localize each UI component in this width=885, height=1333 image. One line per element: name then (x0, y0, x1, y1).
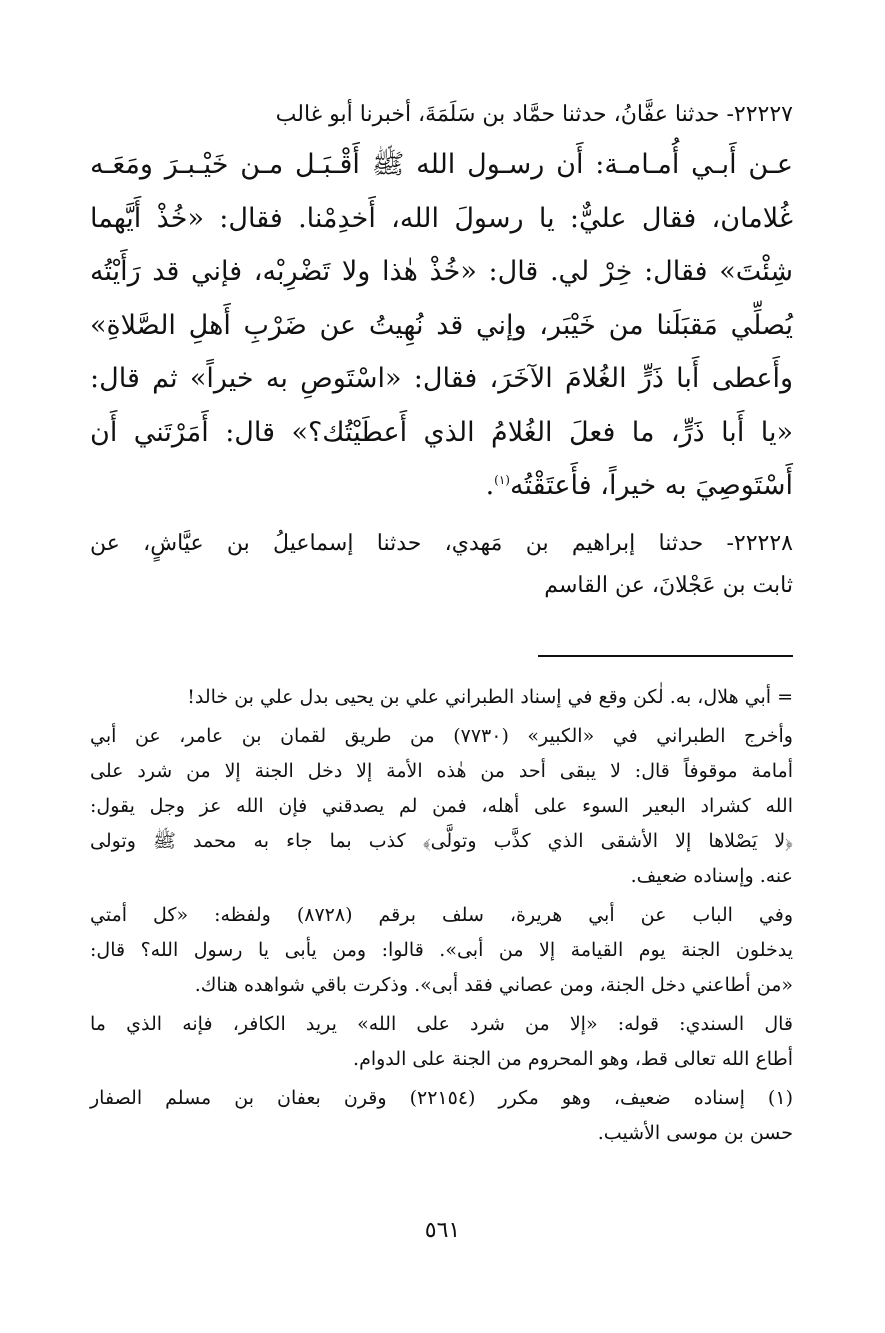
footnote-line: أمامة موقوفاً قال: لا يبقى أحد من هٰذه الأمة إلا دخل الجنة إلا من شرد على (90, 760, 793, 782)
footnote-line: وأخرج الطبراني في «الكبير» (٧٧٣٠) من طريق لقمان بن عامر، عن أبي (90, 725, 793, 747)
footnote-paragraph-sindi (90, 1007, 793, 1077)
hadith-body-end: . (485, 470, 495, 501)
hadith-body-line-last (90, 459, 793, 513)
footnote-line: حسن بن موسى الأشيب. (597, 1122, 793, 1144)
footnote-line: وفي الباب عن أبي هريرة، سلف برقم (٨٧٢٨) ولفظه: «كل أمتي (90, 904, 793, 926)
footnote-marker: (١) (494, 473, 510, 487)
footnote-line: «من أطاعني دخل الجنة، ومن عصاني فقد أبى». وذكرت باقي شواهده هناك. (194, 974, 793, 996)
footnote-line: = أبي هلال، به. لٰكن وقع في إسناد الطبراني علي بن يحيى بدل علي بن خالد! (187, 686, 793, 708)
footnote-separator (538, 655, 793, 657)
hadith-body-line: «يا أَبا ذَرٍّ، ما فعلَ الغُلامُ الذي أَعطَيْتُك؟» قال: أَمَرْتَني أَن (90, 416, 793, 448)
footnote-line: قال السندي: قوله: «إلا من شرد على الله» يريد الكافر، فإنه الذي ما (90, 1013, 793, 1035)
hadith-body-line: شِئْتَ» فقال: خِرْ لي. قال: «خُذْ هٰذا ولا تَضْرِبْه، فإني قد رَأَيْتُه (90, 256, 793, 287)
footnote-paragraph-tabarani (90, 719, 793, 894)
hadith-body-line: عـن أَبـي أُمـامـة: أَن رسـول الله ﷺ أَقْـبَـل مـن خَيْـبـرَ ومَعَـه (90, 149, 793, 180)
footnote-line: ﴿لا يَصْلاها إلا الأشقى الذي كذَّب وتولَّى﴾ كذب بما جاء به محمد ﷺ وتولى (90, 830, 793, 852)
hadith-body-line: يُصلِّي مَقبَلَنا من خَيْبَر، وإني قد نُهِيتُ عن ضَرْبِ أَهلِ الصَّلاةِ» (90, 309, 793, 341)
footnote-line: يدخلون الجنة يوم القيامة إلا من أبى». قالوا: ومن يأبى يا رسول الله؟ قال: (90, 939, 793, 961)
footnote-line: الله كشراد البعير السوء على أهله، فمن لم يصدقني فإن الله عز وجل يقول: (90, 795, 793, 817)
page-number: ٥٦١ (424, 1218, 461, 1243)
hadith-body-last-text: أَسْتَوصِيَ به خيراً، فأَعتَقْتُه (509, 470, 793, 501)
hadith-22228-line: ثابت بن عَجْلانَ، عن القاسم (544, 572, 793, 598)
hadith-22227-header: ٢٢٢٢٧- حدثنا عفَّانُ، حدثنا حمَّاد بن سَلَمَةَ، أخبرنا أبو غالب (275, 102, 793, 127)
footnote-line: عنه. وإسناده ضعيف. (630, 865, 793, 887)
hadith-22227-body (90, 138, 793, 513)
footnote-line: أطاع الله تعالى قط، وهو المحروم من الجنة على الدوام. (353, 1048, 793, 1070)
hadith-22228 (90, 523, 793, 607)
hadith-22228-line: ٢٢٢٢٨- حدثنا إبراهيم بن مَهدي، حدثنا إسماعيلُ بن عيَّاشٍ، عن (90, 530, 793, 556)
footnotes-section (90, 680, 793, 1155)
footnote-continuation (90, 680, 793, 715)
footnote-line: (١) إسناده ضعيف، وهو مكرر (٢٢١٥٤) وقرن بعفان بن مسلم الصفار (90, 1087, 793, 1109)
hadith-body-line: وأَعطى أَبا ذَرٍّ الغُلامَ الآخَرَ، فقال: «اسْتَوصِ به خيراً» ثم قال: (90, 363, 793, 394)
footnote-paragraph-abu-hurayra (90, 898, 793, 1003)
footnote-1 (90, 1081, 793, 1151)
hadith-body-line: غُلامان، فقال عليٌّ: يا رسولَ الله، أَخدِمْنا. فقال: «خُذْ أَيَّهما (90, 202, 793, 234)
